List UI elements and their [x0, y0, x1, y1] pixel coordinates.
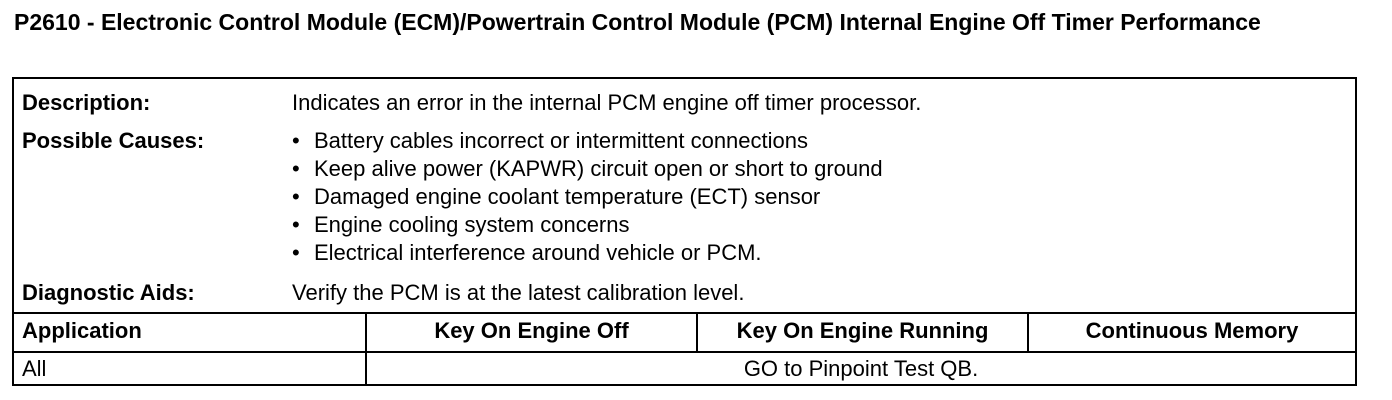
header-key-on-engine-off: Key On Engine Off [434, 318, 629, 343]
possible-causes-list [292, 127, 883, 267]
action-cell: GO to Pinpoint Test QB. [743, 356, 979, 381]
list-item: • Damaged engine coolant temperature (ECT) sensor [292, 183, 883, 211]
diagnostic-aids-label: Diagnostic Aids: [22, 280, 195, 305]
dtc-info-table [12, 77, 1357, 386]
application-cell: All [22, 356, 47, 381]
table-divider [14, 351, 1355, 353]
description-label: Description: [22, 90, 151, 115]
diagnostic-aids-text: Verify the PCM is at the latest calibration level. [292, 280, 745, 305]
header-key-on-engine-running: Key On Engine Running [736, 318, 989, 343]
table-divider [14, 312, 1355, 314]
list-item: • Electrical interference around vehicle or PCM. [292, 239, 883, 267]
header-application: Application [22, 318, 142, 343]
page-title: P2610 - Electronic Control Module (ECM)/Powertrain Control Module (PCM) Internal Engine Off Timer Performance [14, 9, 1261, 35]
list-item: • Engine cooling system concerns [292, 211, 883, 239]
list-item: • Battery cables incorrect or intermittent connections [292, 127, 883, 155]
description-text: Indicates an error in the internal PCM engine off timer processor. [292, 90, 922, 115]
possible-causes-label: Possible Causes: [22, 128, 205, 153]
header-continuous-memory: Continuous Memory [1085, 318, 1299, 343]
list-item: • Keep alive power (KAPWR) circuit open or short to ground [292, 155, 883, 183]
